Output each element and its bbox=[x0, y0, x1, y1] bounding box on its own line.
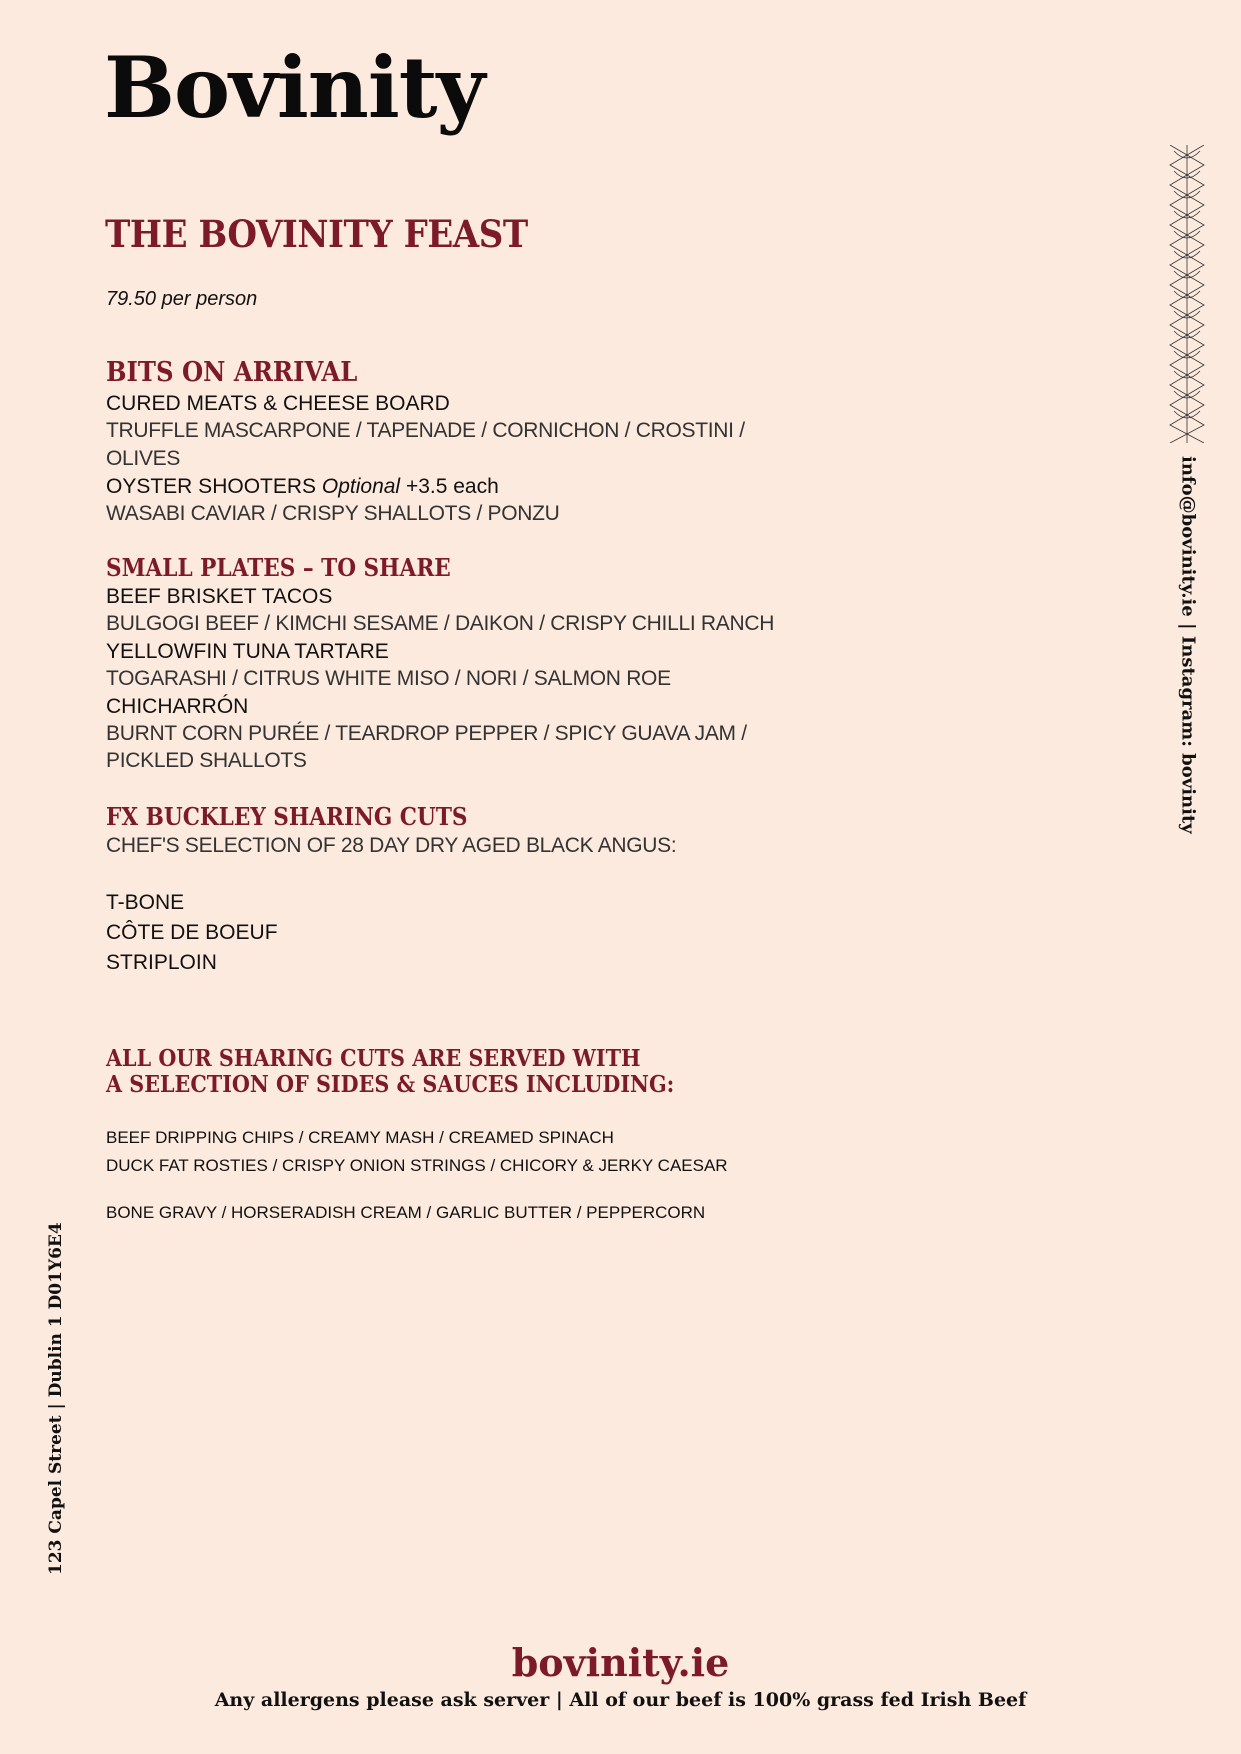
sides-heading-line: ALL OUR SHARING CUTS ARE SERVED WITH bbox=[106, 1045, 641, 1072]
address: 123 Capel Street | Dublin 1 D01Y6E4 bbox=[46, 1222, 66, 1575]
sides-line: DUCK FAT ROSTIES / CRISPY ONION STRINGS / CHICORY & JERKY CAESAR bbox=[106, 1156, 728, 1175]
cut-item: T-BONE bbox=[106, 891, 185, 914]
item-desc: PICKLED SHALLOTS bbox=[106, 749, 307, 772]
sides-line: BEEF DRIPPING CHIPS / CREAMY MASH / CREAMED SPINACH bbox=[106, 1128, 614, 1147]
section-heading-sharing-cuts: FX BUCKLEY SHARING CUTS bbox=[106, 802, 468, 831]
sides-heading-line: A SELECTION OF SIDES & SAUCES INCLUDING: bbox=[106, 1071, 675, 1098]
cut-item: CÔTE DE BOEUF bbox=[106, 921, 278, 944]
item-name: CURED MEATS & CHEESE BOARD bbox=[106, 392, 450, 415]
logo: Bovinity bbox=[104, 38, 485, 137]
price: 79.50 per person bbox=[106, 288, 258, 310]
website-link[interactable]: bovinity.ie bbox=[511, 1640, 730, 1685]
section-heading-bits-on-arrival: BITS ON ARRIVAL bbox=[106, 357, 358, 388]
item-name: BEEF BRISKET TACOS bbox=[106, 585, 333, 608]
sides-line: BONE GRAVY / HORSERADISH CREAM / GARLIC BUTTER / PEPPERCORN bbox=[106, 1203, 706, 1222]
item-name-oyster bbox=[106, 475, 499, 499]
item-extra-price: +3.5 each bbox=[405, 475, 499, 498]
item-desc: TRUFFLE MASCARPONE / TAPENADE / CORNICHON / CROSTINI / bbox=[106, 419, 745, 442]
decorative-ornament-icon bbox=[1168, 145, 1206, 443]
item-note: Optional bbox=[321, 475, 401, 498]
contact-info: info@bovinity.ie | Instagram: bovinity bbox=[1177, 456, 1199, 834]
menu-title: THE BOVINITY FEAST bbox=[105, 212, 528, 256]
section-heading-small-plates: SMALL PLATES – TO SHARE bbox=[106, 553, 451, 582]
item-desc: OLIVES bbox=[106, 447, 181, 470]
cut-item: STRIPLOIN bbox=[106, 951, 217, 974]
item-desc: BURNT CORN PURÉE / TEARDROP PEPPER / SPICY GUAVA JAM / bbox=[106, 722, 747, 745]
allergen-footer: Any allergens please ask server | All of our beef is 100% grass fed Irish Beef bbox=[214, 1689, 1027, 1711]
item-desc: BULGOGI BEEF / KIMCHI SESAME / DAIKON / CRISPY CHILLI RANCH bbox=[106, 612, 775, 635]
item-name: CHICHARRÓN bbox=[106, 695, 249, 718]
item-desc: TOGARASHI / CITRUS WHITE MISO / NORI / SALMON ROE bbox=[106, 667, 671, 690]
item-desc: WASABI CAVIAR / CRISPY SHALLOTS / PONZU bbox=[106, 502, 560, 525]
item-name: OYSTER SHOOTERS bbox=[106, 475, 317, 498]
item-name: YELLOWFIN TUNA TARTARE bbox=[106, 640, 389, 663]
cuts-intro: CHEF'S SELECTION OF 28 DAY DRY AGED BLACK ANGUS: bbox=[106, 834, 677, 857]
